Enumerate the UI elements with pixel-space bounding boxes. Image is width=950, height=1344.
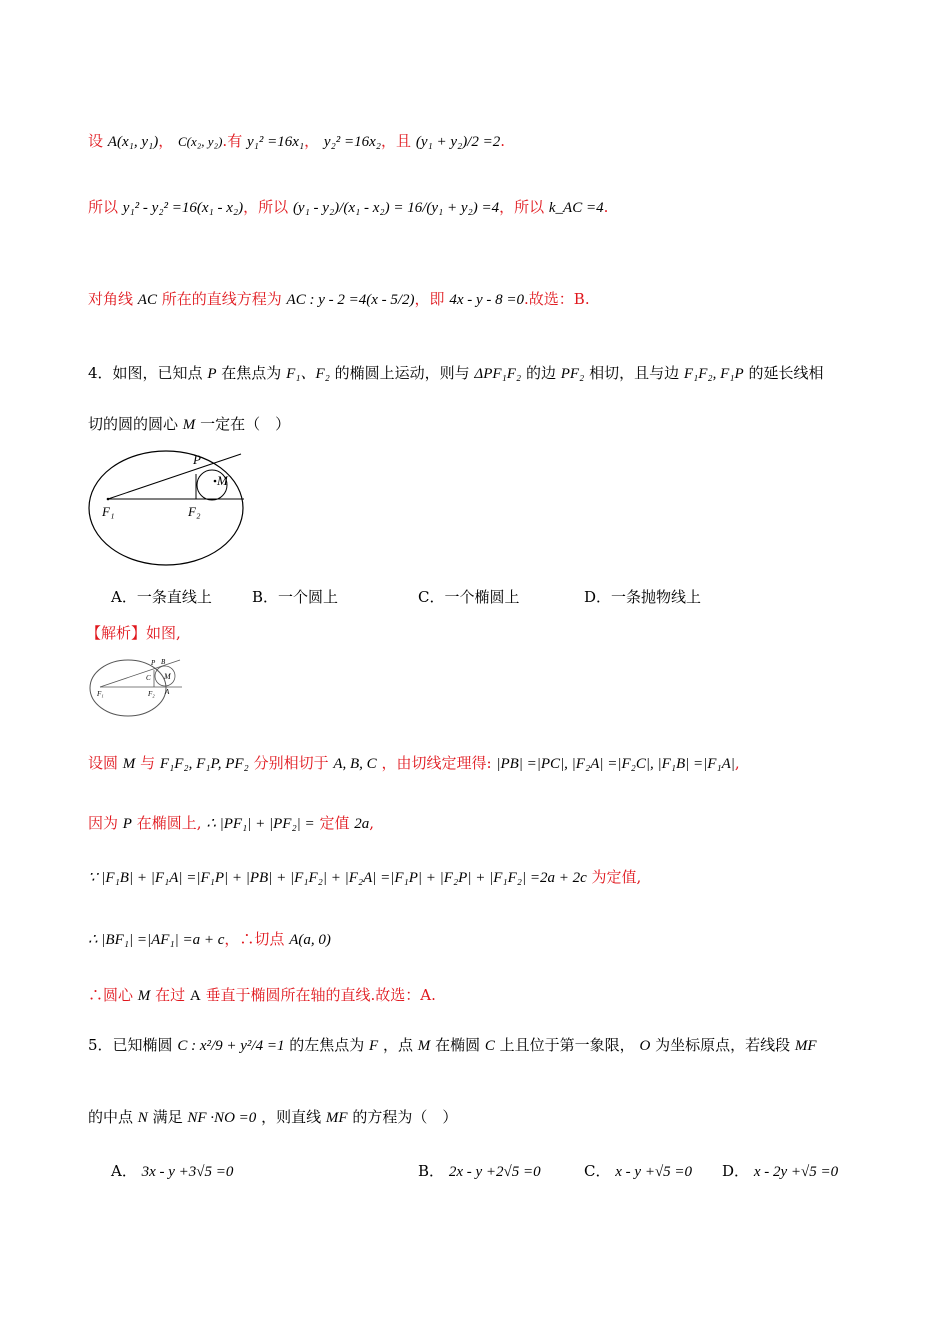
text: 切的圆的圆心 (88, 415, 179, 433)
eq-line-ac: AC : y - 2 =4(x - 5/2) (286, 292, 415, 308)
text: 相切，且与边 (589, 364, 680, 382)
solution-line-3 (88, 288, 590, 311)
text: 为定值, (591, 868, 642, 886)
label-a: A (165, 688, 170, 696)
q5-option-b[interactable] (418, 1160, 541, 1181)
label-p: P (193, 452, 201, 467)
comma: , (369, 814, 375, 832)
text: 的方程为（ ） (352, 1108, 458, 1126)
text-she: 设 (88, 132, 104, 150)
eq-kac: k_AC =4 (548, 200, 604, 216)
text: 分别相切于 (253, 754, 329, 772)
text: 的边 (525, 364, 556, 382)
q4-option-d[interactable]: D．一条抛物线上 (584, 588, 702, 606)
label-f2: F₂ (188, 504, 201, 519)
sides-ext: F₁F₂, F₁P (683, 366, 744, 382)
text: 一定在（ ） (200, 415, 291, 433)
text: 为坐标原点，若线段 (655, 1036, 791, 1054)
point-o: O (639, 1038, 651, 1054)
label-f1: F₁ (102, 504, 115, 519)
comma: , (734, 754, 740, 772)
label-f2: F₂ (148, 690, 155, 698)
q4-option-a[interactable]: A．一条直线上 (111, 588, 212, 606)
text: 设圆 (88, 754, 119, 772)
point-m: M (417, 1038, 431, 1054)
q5-number: 5．已知椭圆 (88, 1036, 173, 1054)
text: 的中点 (88, 1108, 134, 1126)
eq-slope: (y₁ - y₂)/(x₁ - x₂) = 16/(y₁ + y₂) =4 (292, 200, 500, 216)
solution-line-2 (88, 196, 608, 219)
text: ，∴切点 (224, 930, 285, 948)
comma: ， (158, 132, 174, 150)
point-p: P (207, 366, 217, 382)
label-m: M (164, 672, 171, 681)
segment-mf: MF (794, 1038, 817, 1054)
q5-option-a[interactable] (111, 1160, 233, 1181)
tangent-points: A, B, C (333, 756, 377, 772)
point-f: F (369, 1038, 379, 1054)
question-5-line-2 (88, 1106, 457, 1129)
ac-label: AC (137, 292, 157, 308)
text: 在焦点为 (221, 364, 282, 382)
eq-midpoint: (y₁ + y₂)/2 =2 (415, 134, 501, 150)
text-qie: ，且 (381, 132, 412, 150)
triangle: ΔPF₁F₂ (474, 366, 522, 382)
q5-option-c[interactable] (584, 1160, 692, 1181)
solution-line-1 (88, 130, 505, 153)
eq-ellipse: C : x²/9 + y²/4 =1 (177, 1038, 285, 1054)
eq-line-result: 4x - y - 8 =0 (449, 292, 525, 308)
eq-sum: ∴ |PF₁| + |PF₂| = (206, 816, 315, 832)
period: . (603, 198, 609, 216)
q4-number: 4．如图，已知点 (88, 364, 203, 382)
question-4-line-2 (88, 413, 290, 436)
solution-step-5 (88, 984, 436, 1007)
point-m: M (122, 756, 136, 772)
option-letter: B． (418, 1162, 445, 1180)
label-p: P (151, 659, 156, 667)
answer-a: 垂直于椭圆所在轴的直线.故选：A. (205, 986, 436, 1004)
q4-option-b[interactable]: B．一个圆上 (252, 588, 339, 606)
comma: ， (304, 132, 320, 150)
question-4-line-1 (88, 362, 823, 385)
text: 在椭圆上, (136, 814, 202, 832)
point-a: A (189, 988, 201, 1004)
side-pf2: PF₂ (560, 366, 585, 382)
text: ∴圆心 (88, 986, 134, 1004)
text: 如图, (146, 624, 181, 642)
eq-diff: y₁² - y₂² =16(x₁ - x₂) (122, 200, 244, 216)
question-5-line-1 (88, 1034, 817, 1057)
text-ji: ，即 (414, 290, 445, 308)
option-letter: A． (111, 1162, 137, 1180)
text: 的椭圆上运动，则与 (334, 364, 470, 382)
foci: F₁、F₂ (286, 366, 330, 382)
text-suoyi: 所以 (88, 198, 119, 216)
option-letter: C． (584, 1162, 611, 1180)
eq-y1: y₁² =16x₁ (246, 134, 305, 150)
point-a-coords: A(a, 0) (289, 932, 331, 948)
q5-option-d[interactable] (722, 1160, 838, 1181)
eq-2a: 2a (354, 816, 370, 832)
point-m: M (137, 988, 151, 1004)
solution-step-4 (88, 928, 331, 951)
ellipse-figure-2 (88, 654, 188, 720)
text: 在过 (155, 986, 186, 1004)
answer-b: .故选：B. (524, 290, 590, 308)
analysis-tag: 【解析】 (86, 624, 147, 642)
text-diagonal: 对角线 (88, 290, 134, 308)
text-suoyi: ，所以 (243, 198, 289, 216)
center-dot (214, 480, 217, 483)
text: ，则直线 (261, 1108, 322, 1126)
option-letter: D． (722, 1162, 750, 1180)
text: ，点 (383, 1036, 414, 1054)
ellipse-figure-1 (86, 448, 256, 578)
tangent-sides: F₁F₂, F₁P, PF₂ (159, 756, 249, 772)
text: 在椭圆 (435, 1036, 481, 1054)
point-n: N (137, 1110, 148, 1126)
option-eq: x - 2y +√5 =0 (753, 1164, 839, 1180)
text-suoyi: ，所以 (499, 198, 545, 216)
eq-tangent-lengths: |PB| =|PC|, |F₂A| =|F₂C|, |F₁B| =|F₁A| (496, 756, 735, 772)
text: 满足 (152, 1108, 183, 1126)
label-m: M (217, 473, 228, 488)
eq-perimeter: ∵ |F₁B| + |F₁A| =|F₁P| + |PB| + |F₁F₂| + |F₂A| =|F₁P| + |F₂P| + |F₁F₂| =2a + 2c (88, 870, 587, 886)
solution-step-3 (88, 866, 641, 889)
text: 定值 (319, 814, 350, 832)
text: 上且位于第一象限， (499, 1036, 635, 1054)
focus-dot (107, 498, 110, 501)
line-mf: MF (325, 1110, 348, 1126)
text-you: .有 (222, 132, 243, 150)
ellipse-c: C (484, 1038, 495, 1054)
option-eq: x - y +√5 =0 (615, 1164, 693, 1180)
option-eq: 3x - y +3√5 =0 (141, 1164, 234, 1180)
q4-option-c[interactable]: C．一个椭圆上 (418, 588, 520, 606)
text: 因为 (88, 814, 119, 832)
text: 的左焦点为 (289, 1036, 365, 1054)
label-c: C (146, 674, 151, 682)
eq-dot-product: NF ·NO =0 (187, 1110, 257, 1126)
point-c: C(x₂, y₂) (178, 134, 223, 149)
solution-step-1 (88, 752, 740, 775)
point-m: M (182, 417, 196, 433)
point-a: A(x₁, y₁) (107, 134, 159, 150)
period: . (500, 132, 506, 150)
text: 与 (140, 754, 156, 772)
text: 的延长线相 (748, 364, 824, 382)
label-b: B (161, 658, 166, 666)
solution-step-2 (88, 812, 374, 835)
text: ，由切线定理得: (381, 754, 492, 772)
analysis-header (86, 622, 181, 644)
eq-y2: y₂² =16x₂ (323, 134, 382, 150)
label-f1: F₁ (97, 690, 104, 698)
eq-bf1: ∴ |BF₁| =|AF₁| =a + c (88, 932, 225, 948)
point-p: P (122, 816, 132, 832)
option-eq: 2x - y +2√5 =0 (448, 1164, 541, 1180)
text-line-eq: 所在的直线方程为 (161, 290, 282, 308)
